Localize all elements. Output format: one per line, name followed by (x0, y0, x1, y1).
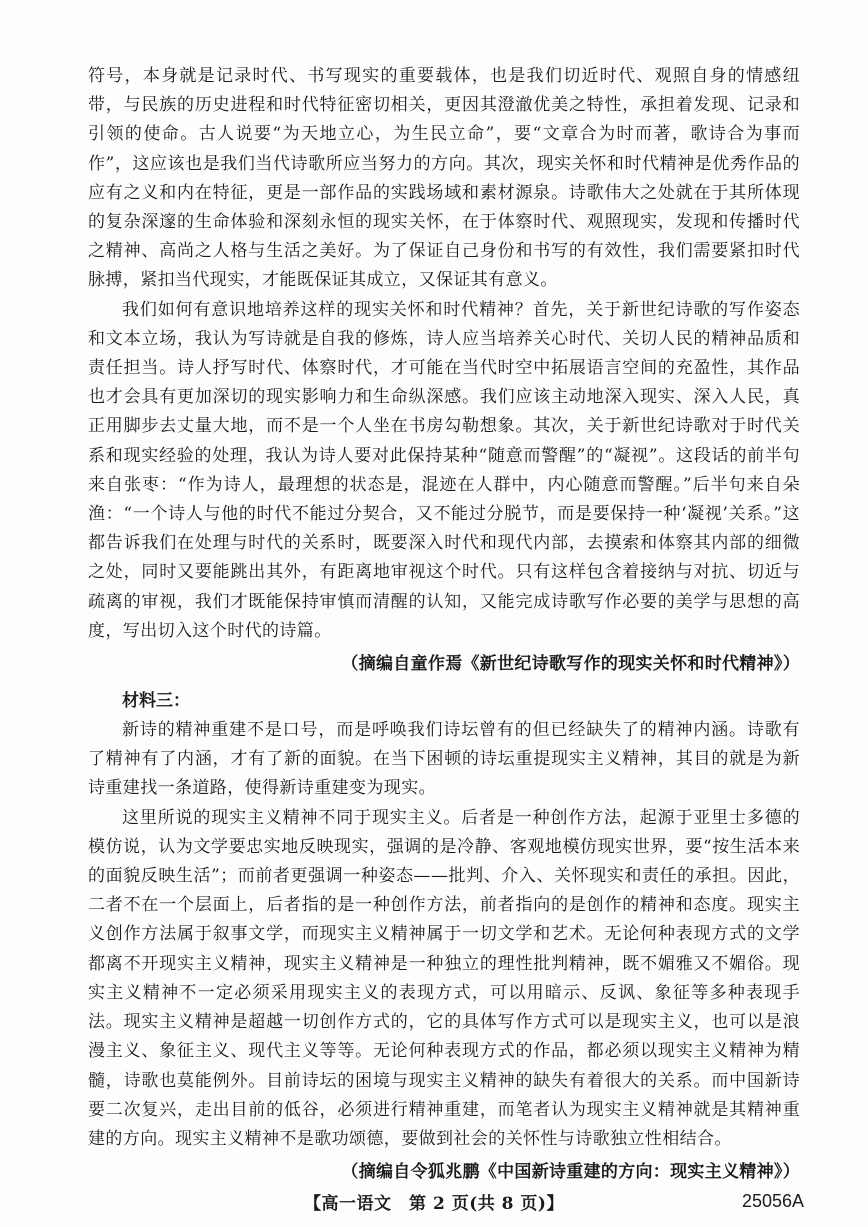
footer-exam-code: 25056A (741, 1191, 804, 1211)
material3-paragraph-2: 这里所说的现实主义精神不同于现实主义。后者是一种创作方法，起源于亚里士多德的模仿说，认为文学要忠实地反映现实，强调的是冷静、客观地模仿现实世界，要“按生活本来的面貌反映生活”；而前者更强调一种姿态——批判、介入、关怀现实和责任的承担。因此，二者不在一个层面上，后者指的是一种创作方法，前者指向的是创作的精神和态度。现实主义创作方法属于叙事文学，而现实主义精神属于一切文学和艺术。无论何种表现方式的文学都离不开现实主义精神，现实主义精神是一种独立的理性批判精神，既不媚雅又不媚俗。现实主义精神不一定必须采用现实主义的表现方式，可以用暗示、反讽、象征等多种表现手法。现实主义精神是超越一切创作方式的，它的具体写作方式可以是现实主义，也可以是浪漫主义、象征主义、现代主义等等。无论何种表现方式的作品，都必须以现实主义精神为精髓，诗歌也莫能例外。目前诗坛的困境与现实主义精神的缺失有着很大的关系。而中国新诗要二次复兴，走出目前的低谷，必须进行精神重建，而笔者认为现实主义精神就是其精神重建的方向。现实主义精神不是歌功颂德，要做到社会的关怀性与诗歌独立性相结合。 (88, 807, 800, 1149)
material2-paragraph-1: 符号，本身就是记录时代、书写现实的重要载体，也是我们切近时代、观照自身的情感纽带，与民族的历史进程和时代特征密切相关，更因其澄澈优美之特性，承担着发现、记录和引领的使命。古人说要“为天地立心，为生民立命”，要“文章合为时而著，歌诗合为事而作”，这应该也是我们当代诗歌所应当努力的方向。其次，现实关怀和时代精神是优秀作品的应有之义和内在特征，更是一部作品的实践场域和素材源泉。诗歌伟大之处就在于其所体现的复杂深邃的生命体验和深刻永恒的现实关怀，在于体察时代、观照现实，发现和传播时代之精神、高尚之人格与生活之美好。为了保证自己身份和书写的有效性，我们需要紧扣时代脉搏，紧扣当代现实，才能既保证其成立，又保证其有意义。 (88, 66, 800, 291)
material2-paragraph-2: 我们如何有意识地培养这样的现实关怀和时代精神？首先，关于新世纪诗歌的写作姿态和文本立场，我认为写诗就是自我的修炼，诗人应当培养关心时代、关切人民的精神品质和责任担当。诗人抒写时代、体察时代，才可能在当代时空中拓展语言空间的充盈性，其作品也才会具有更加深切的现实影响力和生命纵深感。我们应该主动地深入现实、深入人民，真正用脚步去丈量大地，而不是一个人坐在书房勾勒想象。其次，关于新世纪诗歌对于时代关系和现实经验的处理，我认为诗人要对此保持某种“随意而警醒”的“凝视”。这段话的前半句来自张枣：“作为诗人，最理想的状态是，混迹在人群中，内心随意而警醒。”后半句来自朵渔：“一个诗人与他的时代不能过分契合，又不能过分脱节，而是要保持一种‘凝视’关系。”这都告诉我们在处理与时代的关系时，既要深入时代和现代内部，去摸索和体察其内部的细微之处，同时又要能跳出其外，有距离地审视这个时代。只有这样包含着接纳与对抗、切近与疏离的审视，我们才既能保持审慎而清醒的认知，又能完成诗歌写作必要的美学与思想的高度，写出切入这个时代的诗篇。 (88, 299, 800, 641)
material3-label: 材料三： (122, 691, 190, 712)
material2-source: （摘编自童作焉《新世纪诗歌写作的现实关怀和时代精神》） (341, 654, 800, 675)
material3-paragraph-1: 新诗的精神重建不是口号，而是呼唤我们诗坛曾有的但已经缺失了的精神内涵。诗歌有了精神有了内涵，才有了新的面貌。在当下困顿的诗坛重提现实主义精神，其目的就是为新诗重建找一条道路，使得新诗重建变为现实。 (88, 720, 800, 799)
page-content (88, 62, 800, 1195)
page-footer (0, 1189, 868, 1213)
material3-source: （摘编自令狐兆鹏《中国新诗重建的方向：现实主义精神》） (341, 1162, 800, 1183)
footer-page-info: 【高一语文 第 2 页(共 8 页)】 (304, 1194, 564, 1214)
